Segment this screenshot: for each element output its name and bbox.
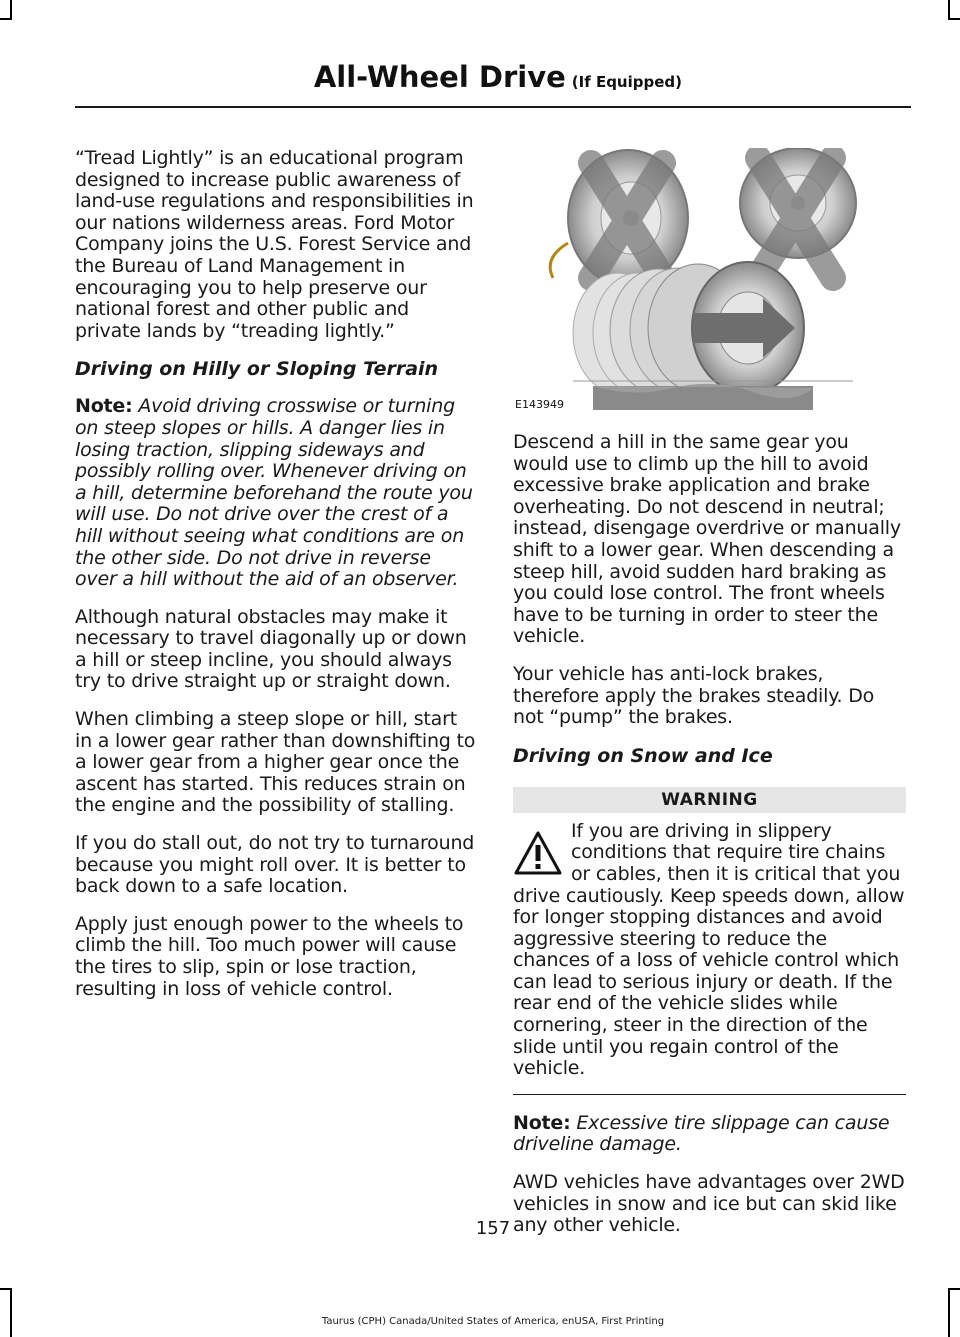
crop-mark (10, 1288, 12, 1337)
tread-lightly-paragraph: “Tread Lightly” is an educational program designed to increase public awareness of land-use regulations and responsibilities in our nations wilderness areas. Ford Motor Company joins the U.S. Forest Service and the Bureau of Land Management in encouraging you to help preserve our national forest and other public and private lands by “treading lightly.” (75, 147, 474, 342)
warning-banner: WARNING (513, 787, 906, 813)
paragraph-climbing: When climbing a steep slope or hill, start in a lower gear rather than downshifting to a lower gear from a higher gear once the ascent has started. This reduces strain on the engine and the possibility of stalling. (75, 708, 476, 817)
note-label: Note: (75, 395, 133, 418)
header-divider (75, 106, 911, 108)
note-text: Avoid driving crosswise or turning on steep slopes or hills. A danger lies in losing traction, slipping sideways and possibly rolling over. Whenever driving on a hill, determine beforehand the route you will use. Do not drive over the crest of a hill without seeing what conditions are on the other side. Do not drive in reverse over a hill without the aid of an observer. (75, 395, 473, 591)
right-column (513, 148, 906, 1253)
figure-code: E143949 (515, 398, 564, 411)
paragraph-awd: AWD vehicles have advantages over 2WD vehicles in snow and ice but can skid like any other vehicle. (513, 1171, 905, 1237)
paragraph-descend: Descend a hill in the same gear you would use to climb up the hill to avoid excessive brake application and brake overheating. Do not descend in neutral; instead, disengage overdrive or manually shift to a lower gear. When descending a steep hill, avoid sudden hard braking as you could lose control. The front wheels have to be turning in order to steer the vehicle. (513, 431, 901, 648)
paragraph-stall: If you do stall out, do not try to turnaround because you might roll over. It is better to back down to a safe location. (75, 832, 475, 898)
crop-mark (0, 18, 12, 20)
crop-mark (10, 0, 12, 18)
crop-mark (0, 1288, 12, 1290)
chapter-title: All-Wheel Drive (313, 60, 566, 94)
paragraph-abs: Your vehicle has anti-lock brakes, therefore apply the brakes steadily. Do not “pump” the brakes. (513, 662, 875, 729)
note-hilly-terrain (75, 396, 477, 590)
vehicle-tires-diagram (513, 148, 906, 414)
page-number: 157 (475, 1218, 511, 1239)
crop-mark (948, 18, 960, 20)
warning-divider (513, 1094, 906, 1095)
footer-text: Taurus (CPH) Canada/United States of America, enUSA, First Printing (321, 1316, 665, 1327)
paragraph-diagonal-travel: Although natural obstacles may make it necessary to travel diagonally up or down a hill or steep incline, you should always try to drive straight up or straight down. (75, 605, 467, 693)
note-driveline (513, 1113, 906, 1156)
hill-driving-illustration (513, 148, 906, 414)
crop-mark (948, 1288, 960, 1290)
left-column (75, 148, 477, 1016)
warning-block (513, 821, 906, 1095)
note-label: Note: (513, 1111, 571, 1134)
crop-mark (948, 0, 950, 18)
crop-mark (948, 1288, 950, 1337)
chapter-subtitle: (If Equipped) (571, 73, 682, 91)
section-heading-hilly-terrain: Driving on Hilly or Sloping Terrain (75, 358, 439, 381)
paragraph-power: Apply just enough power to the wheels to climb the hill. Too much power will cause the tires to slip, spin or lose traction, resulting in loss of vehicle control. (75, 912, 464, 1000)
note-text: Excessive tire slippage can cause driveline damage. (513, 1111, 890, 1156)
warning-triangle-icon (513, 829, 563, 879)
warning-text: If you are driving in slippery conditions that require tire chains or cables, then it is critical that you drive cautiously. Keep speeds down, allow for longer stopping distances and avoid aggressive steering to reduce the chances of a loss of vehicle control which can lead to serious injury or death. If the rear end of the vehicle slides while cornering, steer in the direction of the slide until you regain control of the vehicle. (513, 819, 905, 1080)
section-heading-snow-ice: Driving on Snow and Ice (513, 744, 773, 767)
page-title (314, 60, 682, 94)
